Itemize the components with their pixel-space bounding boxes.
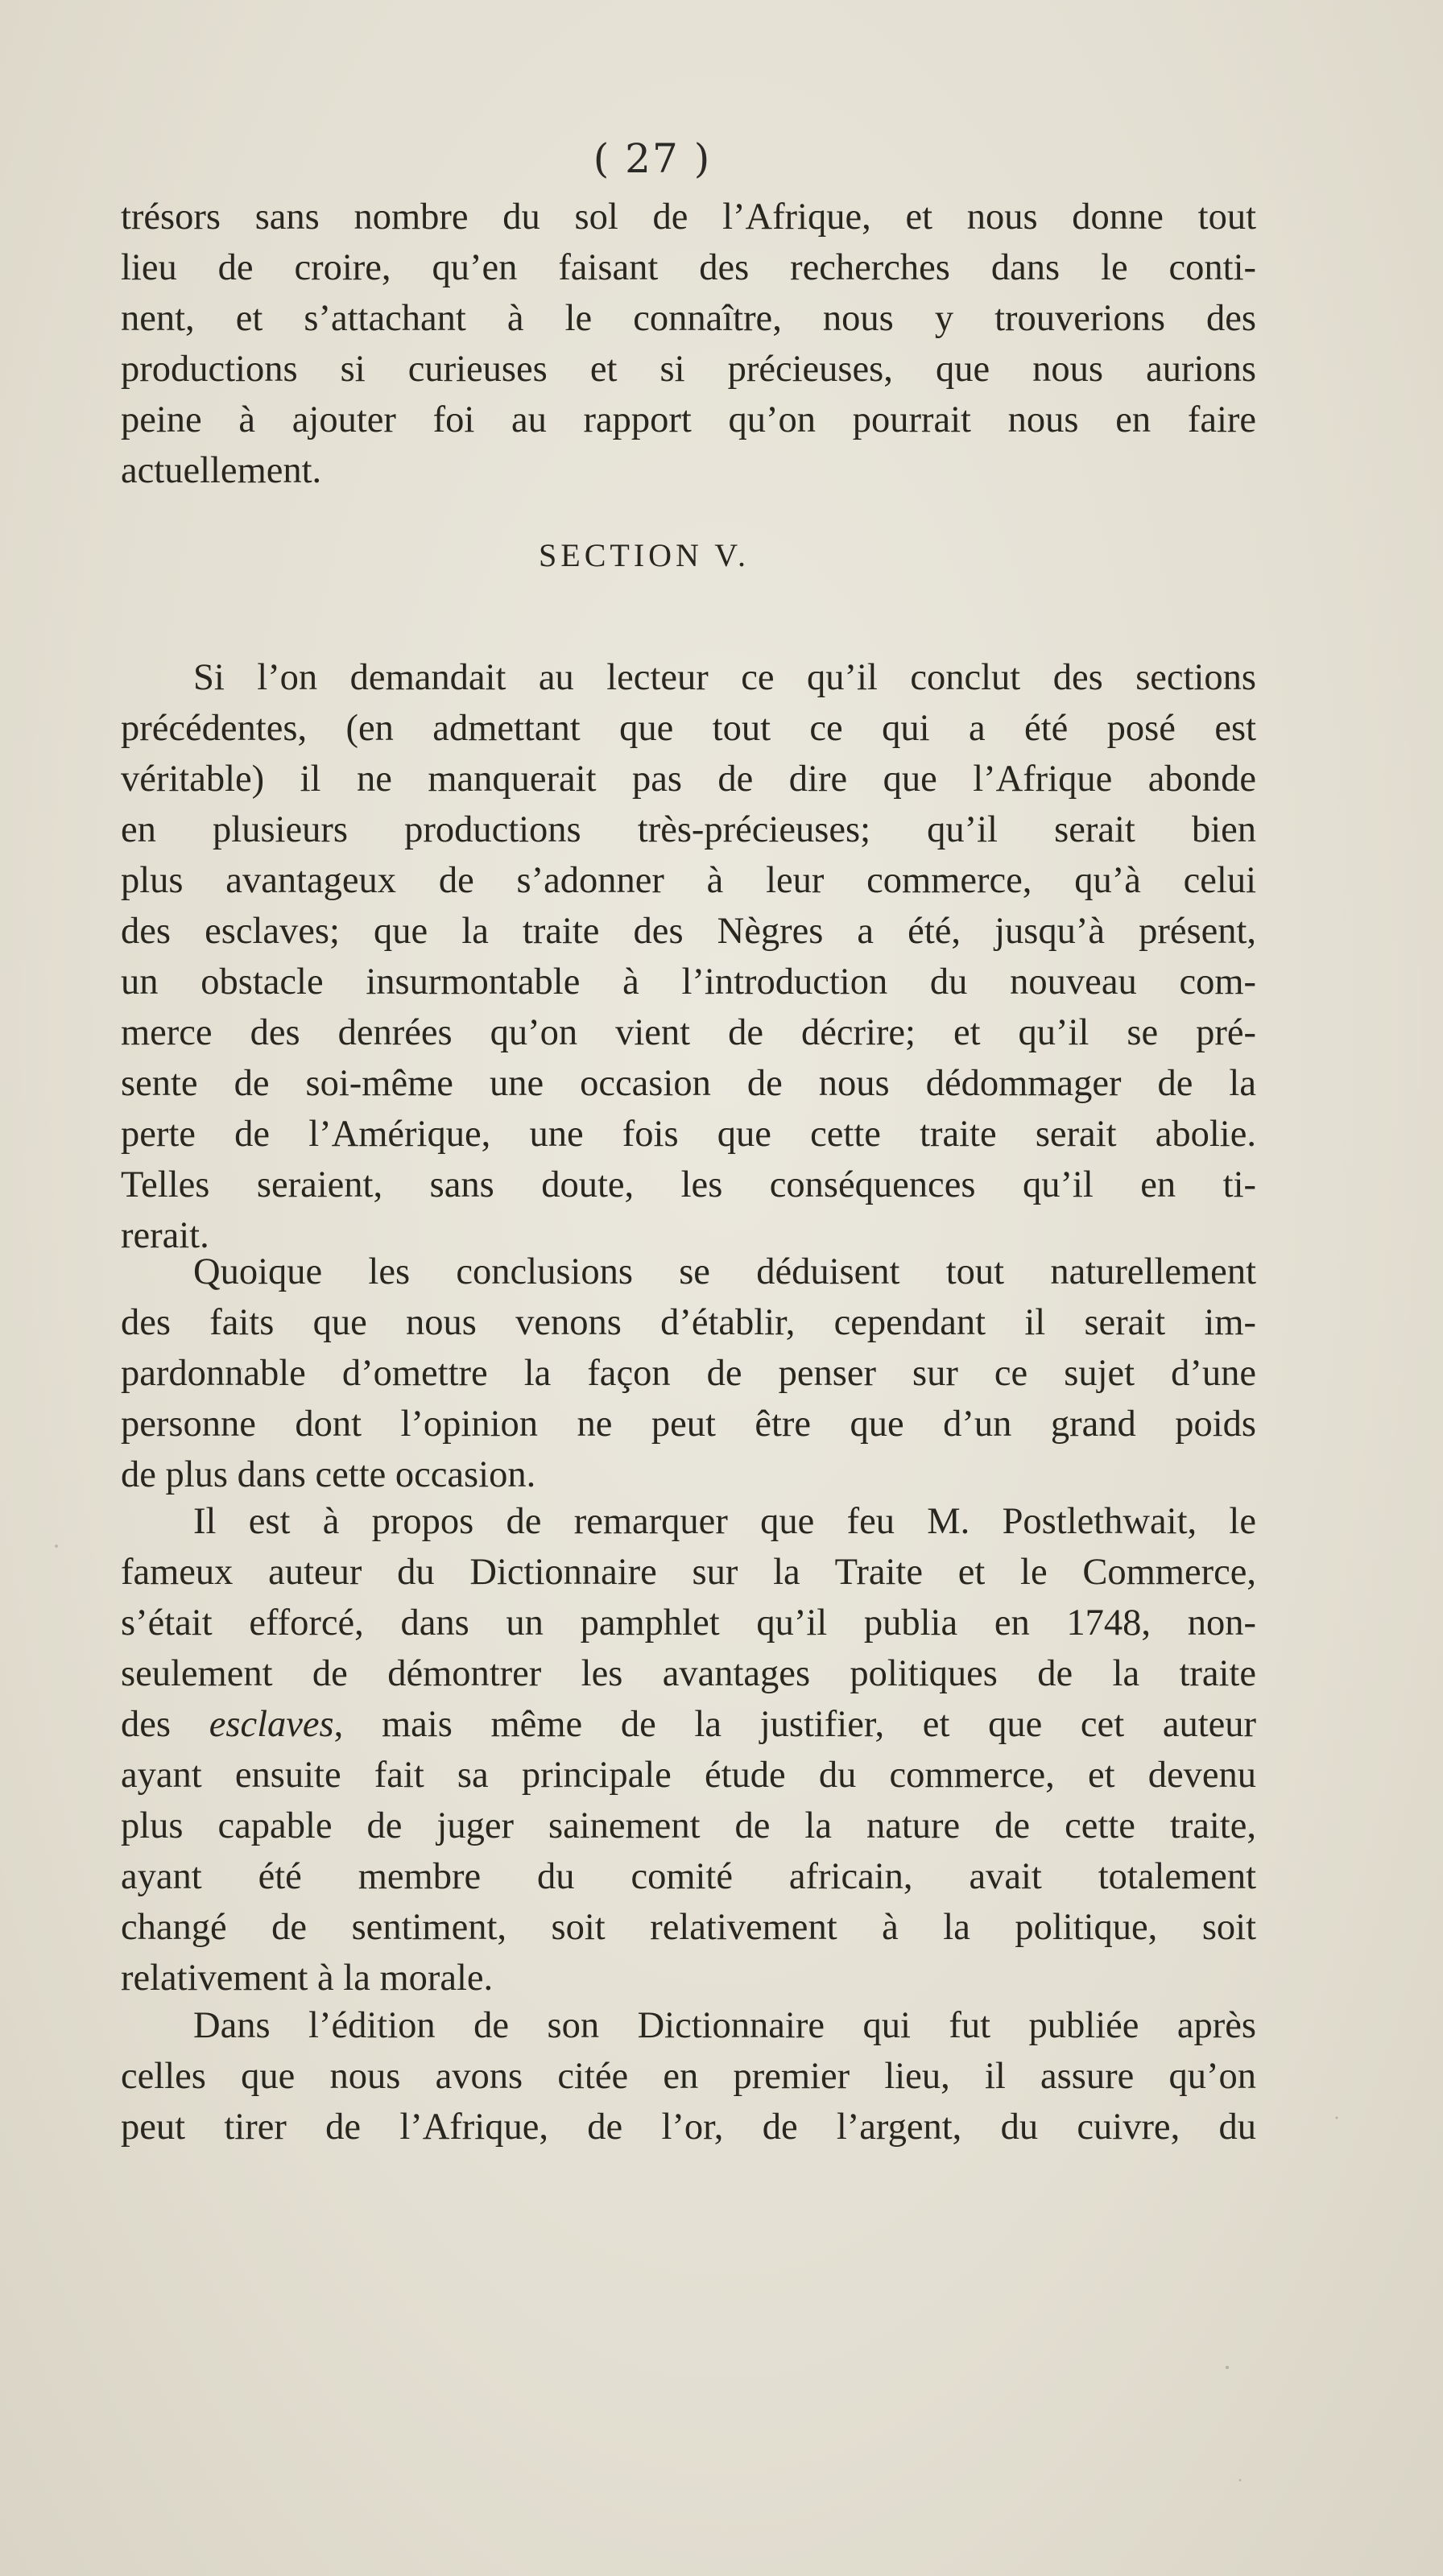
text-segment: , mais même de la justifier, et que cet auteur [333, 1704, 1257, 1745]
text-line: fameux auteur du Dictionnaire sur la Traite et le Commerce, [121, 1552, 1256, 1593]
text-line: sente de soi-même une occasion de nous dédommager de la [121, 1063, 1256, 1104]
text-line: lieu de croire, qu’en faisant des recherches dans le conti- [121, 247, 1256, 288]
text-line: s’était efforcé, dans un pamphlet qu’il publia en 1748, non- [121, 1602, 1256, 1644]
text-line: trésors sans nombre du sol de l’Afrique, et nous donne tout [121, 196, 1256, 238]
text-line: productions si curieuses et si précieuses, que nous aurions [121, 349, 1256, 390]
text-line: changé de sentiment, soit relativement à la politique, soit [121, 1907, 1256, 1948]
text-line [121, 1699, 1256, 1750]
text-line: peine à ajouter foi au rapport qu’on pourrait nous en faire [121, 399, 1256, 440]
text-line: ayant été membre du comité africain, avait totalement [121, 1856, 1256, 1897]
text-line: seulement de démontrer les avantages politiques de la traite [121, 1653, 1256, 1694]
text-line: relativement à la morale. [121, 1958, 494, 1999]
text-line: peut tirer de l’Afrique, de l’or, de l’argent, du cuivre, du [121, 2107, 1256, 2148]
text-line: Telles seraient, sans doute, les conséquences qu’il en ti- [121, 1164, 1256, 1205]
paragraph-conclusions [121, 652, 1256, 1261]
text-line: celles que nous avons citée en premier lieu, il assure qu’on [121, 2056, 1256, 2097]
text-line: en plusieurs productions très-précieuses; qu’il serait bien [121, 809, 1256, 850]
text-line: plus avantageux de s’adonner à leur commerce, qu’à celui [121, 860, 1256, 901]
italic-word: esclaves [209, 1704, 334, 1745]
paragraph-postlethwait [121, 1496, 1256, 2003]
text-line: Dans l’édition de son Dictionnaire qui fut publiée après [193, 2005, 1256, 2046]
page-number: ( 27 ) [593, 135, 712, 182]
text-line: véritable) il ne manquerait pas de dire que l’Afrique abonde [121, 759, 1256, 800]
text-line: nent, et s’attachant à le connaître, nous y trouverions des [121, 298, 1256, 339]
text-line: plus capable de juger sainement de la nature de cette traite, [121, 1805, 1256, 1846]
text-segment: des [121, 1704, 171, 1745]
text-line: personne dont l’opinion ne peut être que d’un grand poids [121, 1404, 1256, 1445]
text-line: perte de l’Amérique, une fois que cette traite serait abolie. [121, 1114, 1256, 1155]
text-line: précédentes, (en admettant que tout ce qui a été posé est [121, 708, 1256, 749]
text-line: des esclaves; que la traite des Nègres a été, jusqu’à présent, [121, 911, 1256, 952]
text-line: un obstacle insurmontable à l’introduction du nouveau com- [121, 961, 1256, 1003]
text-line: des faits que nous venons d’établir, cependant il serait im- [121, 1302, 1256, 1343]
text-line: de plus dans cette occasion. [121, 1454, 536, 1495]
text-line: ayant ensuite fait sa principale étude du commerce, et devenu [121, 1755, 1256, 1796]
section-heading: SECTION V. [539, 537, 750, 573]
text-line: actuellement. [121, 450, 322, 491]
text-line: Quoique les conclusions se déduisent tout naturellement [193, 1251, 1256, 1292]
text-line: Si l’on demandait au lecteur ce qu’il conclut des sections [193, 657, 1256, 698]
paragraph-opinion [121, 1247, 1256, 1500]
paragraph-continuation [121, 192, 1256, 496]
paragraph-dictionary [121, 2000, 1256, 2152]
text-line: Il est à propos de remarquer que feu M. Postlethwait, le [193, 1501, 1256, 1542]
text-line: merce des denrées qu’on vient de décrire; et qu’il se pré- [121, 1012, 1256, 1053]
text-line: pardonnable d’omettre la façon de penser sur ce sujet d’une [121, 1353, 1256, 1394]
text-line: rerait. [121, 1215, 209, 1256]
